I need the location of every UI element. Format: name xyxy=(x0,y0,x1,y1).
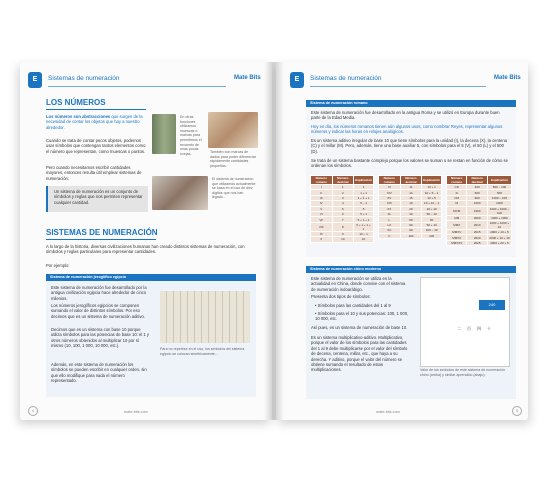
table-cell: XV xyxy=(379,195,401,200)
table-row xyxy=(447,235,512,240)
egyptian-box xyxy=(46,281,256,397)
table-row xyxy=(447,195,512,200)
table-cell: 100 xyxy=(422,233,442,238)
table-cell: 2 xyxy=(332,190,354,195)
column-header: Número decimal xyxy=(332,176,354,185)
intro-rest: que surgen de la necesidad de contar los objetos que hay a nuestro alrededor. xyxy=(46,114,143,130)
roman-p3: Es un sistema aditivo irregular de base 10 que tiene símbolos para la unidad (I), la decena (X), la centena (C) y el millar (M). Pero, además, tiene una base auxiliar 5, con símbolos para el 5 (V), el 50 (L) y el 500 (D). xyxy=(311,138,507,154)
table-cell: MCM xyxy=(447,206,467,215)
table-cell: XL xyxy=(379,211,401,216)
heading-2-underline xyxy=(46,239,156,240)
table-cell: VII xyxy=(311,217,333,222)
logo-icon: E xyxy=(290,72,304,88)
table-cell: 100 − 10 xyxy=(422,228,442,233)
definition-box xyxy=(46,186,148,212)
table-row xyxy=(311,217,374,222)
definition-text: Un sistema de numeración es un conjunto de símbolos y reglas que nos permiten representar cualquier cantidad. xyxy=(54,189,143,205)
table-cell: VIII xyxy=(311,222,333,231)
table-row xyxy=(447,215,512,220)
table-cell: M xyxy=(447,201,467,206)
table-cell: 1000 xyxy=(487,201,511,206)
table-cell: 50 xyxy=(400,217,422,222)
table-cell: 60 xyxy=(400,222,422,227)
roman-p4: Se trata de un sistema bastante complejo porque los valores se suman o se restan en función de cómo se ordenan los símbolos. xyxy=(311,158,508,169)
page-number: 5 xyxy=(512,406,522,416)
chinese-char: 百 xyxy=(467,326,471,331)
table-cell: 1 xyxy=(332,185,354,190)
table-cell: 5 + 1 + 1 xyxy=(354,217,374,222)
chinese-p3: Así pues, es un sistema de numeración de base 10. xyxy=(311,325,408,330)
table-row xyxy=(379,222,442,227)
table-row xyxy=(447,206,512,215)
paragraph-3: A lo largo de la historia, diversas civilizaciones humanas han creado distintos sistemas de numeración, con símbolos y reglas particulares para representar cantidades. xyxy=(46,244,245,255)
table-cell: 10 xyxy=(354,237,374,242)
column-header: Explicación xyxy=(422,176,442,185)
table-cell: VI xyxy=(311,211,333,216)
table-cell: 14 xyxy=(400,190,422,195)
table-cell: 400 xyxy=(467,185,488,190)
bullet-1-text: Símbolos para las cantidades del 1 al 9 xyxy=(317,303,391,308)
table-cell: 2000 + 10 + 10 xyxy=(489,235,510,240)
table-cell: 2025 xyxy=(467,240,488,245)
open-book xyxy=(20,62,528,420)
table-cell: 9 xyxy=(332,231,354,236)
roman-p2: Hoy en día, los números romanos tienen aún algunos usos, como nombrar Reyes, representar algunos números y indicar las horas en relojes analógicos. xyxy=(311,124,503,135)
table-cell: 1000 + 1000 xyxy=(487,215,511,220)
table-cell: 90 xyxy=(400,228,422,233)
table-cell: 500 xyxy=(487,190,511,195)
caption-bottom: El sistema de numeración que utilizamos actualmente se basa en el uso de diez dígitos que nos han legado... xyxy=(212,177,256,200)
page-footer: mate-bits.com xyxy=(124,410,148,414)
table-cell: 100 xyxy=(400,233,422,238)
table-cell: III xyxy=(311,195,333,200)
table-row xyxy=(311,206,374,211)
table-cell: 19 xyxy=(400,201,422,206)
table-cell: CM xyxy=(447,195,467,200)
page-number: 4 xyxy=(28,406,38,416)
table-cell: L xyxy=(379,217,401,222)
table-cell: 2015 xyxy=(467,229,488,234)
table-cell: 10 − 1 xyxy=(354,231,374,236)
page-footer: mate-bits.com xyxy=(376,410,400,414)
page-header xyxy=(276,72,528,90)
caption-mid: También con marcas de dados para poder diferenciar rápidamente cantidades pequeñas. xyxy=(210,150,256,168)
table-cell: 1000 + 1000 + 10 xyxy=(487,220,511,229)
right-page xyxy=(276,62,528,420)
table-cell: 900 xyxy=(467,195,488,200)
table-row xyxy=(311,190,374,195)
hieroglyphs-image xyxy=(160,291,250,343)
table-header-row xyxy=(311,176,374,185)
table-cell: 2000 xyxy=(467,215,488,220)
chinese-p1: Este sistema de numeración se utiliza en la actualidad en China, donde convive con el sistema de numeración indoarábigo. xyxy=(311,276,406,292)
table-cell: 1 + 1 xyxy=(354,190,374,195)
table-row xyxy=(311,237,374,242)
table-cell: 8 xyxy=(332,222,354,231)
heading-underline xyxy=(46,109,146,110)
caption-top: En otras funciones utilizamos muescas o marcas para permitirnos el recuento de unas pocas ovejas. xyxy=(180,115,202,156)
table-cell: CD xyxy=(447,185,467,190)
table-cell: 5 + 1 + 1 + 1 xyxy=(354,222,374,231)
table-cell: 11 xyxy=(400,185,422,190)
table-row xyxy=(379,211,442,216)
table-row xyxy=(379,190,442,195)
column-header: Explicación xyxy=(487,176,511,185)
table-cell: 20 xyxy=(400,206,422,211)
chinese-numerals-figure xyxy=(420,277,510,367)
paragraph-2: Pero cuando necesitamos escribir cantidades mayores, entonces resulta útil emplear sistemas de numeración. xyxy=(46,165,142,181)
section-heading-2: SISTEMAS DE NUMERACIÓN xyxy=(46,228,158,237)
chinese-char: 四 xyxy=(477,326,481,331)
roman-table-2 xyxy=(378,175,442,239)
table-cell: XI xyxy=(379,185,401,190)
table-cell: II xyxy=(311,190,333,195)
roman-box-header: Sistema de numeración romano xyxy=(306,100,516,107)
table-row xyxy=(447,190,512,195)
table-row xyxy=(379,233,442,238)
table-row xyxy=(379,228,442,233)
logo-icon: E xyxy=(28,72,42,88)
table-cell: 1900 xyxy=(467,206,488,215)
hieroglyphs-caption: Para no repetirse en el uso, los símbolos del sistema egipcio se colocan simétricamente... xyxy=(160,347,245,356)
left-page xyxy=(20,62,272,420)
section-heading: LOS NÚMEROS xyxy=(46,98,106,107)
table-cell: IV xyxy=(311,201,333,206)
table-row xyxy=(379,217,442,222)
table-row xyxy=(379,201,442,206)
chinese-bullet-2: • Símbolos para el 10 y sus potencias: 100, 1 000, 10 000, etc. xyxy=(315,311,409,322)
table-header-row xyxy=(447,176,512,185)
table-cell: 5 xyxy=(332,206,354,211)
table-row xyxy=(379,206,442,211)
table-cell: 6 xyxy=(332,211,354,216)
table-row xyxy=(447,240,512,245)
roman-table-3 xyxy=(446,175,512,246)
table-cell: 5 xyxy=(354,206,374,211)
book-gutter xyxy=(264,62,284,420)
column-header: Número decimal xyxy=(400,176,422,185)
example-label: Por ejemplo: xyxy=(46,263,70,268)
column-header: Explicación xyxy=(354,176,374,185)
egyptian-p2: Los números jeroglíficos egipcios se componen sumando el valor de distintos símbolos. Por eso decimos que es un sistema de numeración aditivo. xyxy=(51,303,146,319)
table-cell: XIV xyxy=(379,190,401,195)
chinese-box-header: Sistema de numeración chino moderno xyxy=(306,266,516,273)
chinese-caption: Valor de los símbolos de este sistema de numeración chino (arriba) y similar aprendido (abajo). xyxy=(420,368,506,377)
table-cell: 40 xyxy=(400,211,422,216)
header-rule xyxy=(310,86,486,87)
table-cell: 1000 + 1000 − 100 xyxy=(487,206,511,215)
table-cell: 10 + 5 xyxy=(422,195,442,200)
table-row xyxy=(311,211,374,216)
column-header: Número romano xyxy=(379,176,401,185)
table-cell: 10 xyxy=(332,237,354,242)
bullet-2-text: Símbolos para el 10 y sus potencias: 100, 1 000, 10 000, etc. xyxy=(315,311,409,322)
table-row xyxy=(447,220,512,229)
table-header-row xyxy=(379,176,442,185)
table-cell: 4 xyxy=(332,201,354,206)
table-row xyxy=(311,201,374,206)
header-rule xyxy=(48,86,226,87)
dice-image xyxy=(208,112,258,148)
table-cell: LX xyxy=(379,222,401,227)
chinese-char: 十 xyxy=(487,326,491,331)
intro-bold: Los números son abstracciones xyxy=(46,114,111,119)
header-title: Sistemas de numeración xyxy=(48,75,120,82)
column-header: Número romano xyxy=(447,176,467,185)
table-row xyxy=(311,195,374,200)
table-cell: V xyxy=(311,206,333,211)
table-row xyxy=(379,185,442,190)
table-cell: 5 − 1 xyxy=(354,201,374,206)
table-cell: XC xyxy=(379,228,401,233)
egyptian-box-header: Sistema de numeración jeroglífico egipcio xyxy=(46,274,256,281)
chinese-p2: Presenta dos tipos de símbolos: xyxy=(311,294,371,299)
brand-label: Mate Bits xyxy=(234,75,261,81)
table-cell: C xyxy=(379,233,401,238)
intro-text xyxy=(46,114,146,130)
page-header xyxy=(20,72,272,90)
value-box: 240 xyxy=(479,300,505,310)
tally-marks-image xyxy=(152,114,176,154)
table-cell: 1 xyxy=(354,185,374,190)
chinese-char: 二 xyxy=(457,326,461,331)
table-row xyxy=(311,231,374,236)
table-cell: 10 + 10 xyxy=(422,206,442,211)
table-cell: MMXV xyxy=(447,229,467,234)
egyptian-p4: Además, en este sistema de numeración los símbolos se pueden escribir en cualquier orden, sin que ello modifique para nada el número representado. xyxy=(51,362,147,384)
table-cell: 1000 − 100 xyxy=(487,195,511,200)
chinese-p4: Es un sistema multiplicativo-aditivo. Multiplicativo, porque el valor de los símbolos para las cantidades del 1 al 9 debe multiplicarse por el valor del símbolo de decena, centena, millar, etc., que haya a su derecha. Y aditivo, porque el valor del número se obtiene sumando el resultado de estas multiplicaciones. xyxy=(311,335,408,373)
table-cell: D xyxy=(447,190,467,195)
hands-image xyxy=(152,176,208,210)
egyptian-p1: Este sistema de numeración fue desarrollado por la antigua civilización egipcia hace alrededor de cinco milenios. xyxy=(51,285,147,301)
table-cell: 10 + 10 − 1 xyxy=(422,201,442,206)
paragraph-1: Cuando se trata de contar pocos objetos, podemos usar símbolos que contengan tantos elementos como el número que representan, como muescas o puntos. xyxy=(46,138,146,154)
egyptian-p3: Decimos que es un sistema con base 10 porque utiliza símbolos para las potencias de base 10: el 1 y otros números obtenidos al multiplicar 10 por sí mismo (10, 100, 1 000, 10 000, etc.). xyxy=(51,327,149,349)
table-row xyxy=(447,201,512,206)
table-cell: MM xyxy=(447,215,467,220)
table-cell: 2020 xyxy=(467,235,488,240)
table-cell: 50 + 10 xyxy=(422,222,442,227)
table-cell: 50 xyxy=(422,217,442,222)
table-cell: 500 xyxy=(467,190,488,195)
chinese-bullet-1: • Símbolos para las cantidades del 1 al 9 xyxy=(315,303,391,308)
table-cell: 2010 xyxy=(467,220,488,229)
table-cell: 2000 + 10 + 5 xyxy=(487,229,511,234)
table-cell: 7 xyxy=(332,217,354,222)
brand-label: Mate Bits xyxy=(494,75,521,81)
table-cell: MMXXV xyxy=(447,240,467,245)
table-cell: 1000 xyxy=(467,201,488,206)
table-cell: MMX xyxy=(447,220,467,229)
table-cell: XIX xyxy=(379,201,401,206)
table-cell: 10 + 1 xyxy=(422,185,442,190)
table-cell: MMXX xyxy=(447,235,467,240)
table-row xyxy=(311,222,374,231)
table-cell: 3 xyxy=(332,195,354,200)
table-cell: IX xyxy=(311,231,333,236)
header-title: Sistemas de numeración xyxy=(310,75,382,82)
table-cell: 10 + 5 − 1 xyxy=(422,190,442,195)
table-cell: 2000 + 20 + 5 xyxy=(487,240,511,245)
roman-table-1 xyxy=(310,175,374,243)
table-cell: I xyxy=(311,185,333,190)
column-header: Número decimal xyxy=(467,176,488,185)
table-cell: 15 xyxy=(400,195,422,200)
table-row xyxy=(447,185,512,190)
column-header: Número romano xyxy=(311,176,333,185)
table-cell: 500 − 100 xyxy=(487,185,511,190)
table-cell: XX xyxy=(379,206,401,211)
table-cell: X xyxy=(311,237,333,242)
roman-p1: Este sistema de numeración fue desarrollado en la antigua Roma y se utilizó en Europa durante buen parte de la Edad Media. xyxy=(311,110,500,121)
table-row xyxy=(379,195,442,200)
chinese-box xyxy=(306,273,516,399)
table-row xyxy=(447,229,512,234)
table-cell: 5 + 1 xyxy=(354,211,374,216)
table-cell: 50 − 10 xyxy=(422,211,442,216)
table-cell: 1 + 1 + 1 xyxy=(354,195,374,200)
